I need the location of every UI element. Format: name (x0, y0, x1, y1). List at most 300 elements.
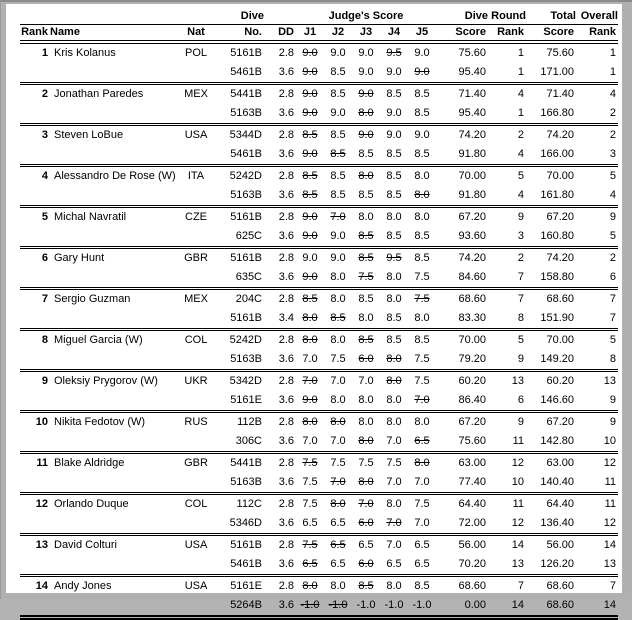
judge-score-cell: 9.0 (296, 207, 324, 228)
judge-score-cell: 8.5 (302, 189, 318, 201)
judge-score-cell: 7.0 (414, 476, 430, 488)
judge-score-cell: 6.5 (408, 535, 436, 556)
col-rank: Rank (20, 25, 50, 43)
judge-score-cell: 9.0 (414, 66, 430, 78)
dive-score-cell: 79.20 (458, 353, 486, 365)
judge-score-cell: 9.0 (358, 66, 374, 78)
judge-score-cell: 9.0 (330, 230, 346, 242)
judge-score-cell: 6.5 (414, 435, 430, 447)
judge-score-cell: 8.5 (296, 166, 324, 187)
judge-score-cell: 8.5 (324, 166, 352, 187)
nat-cell (178, 391, 214, 412)
judge-score-cell: 9.0 (330, 47, 346, 59)
competitor-block (20, 412, 618, 453)
dive-no-cell: 5344D (214, 125, 264, 146)
name-cell: Oleksiy Prygorov (W) (50, 371, 178, 392)
rank-cell (20, 186, 50, 207)
competitor-block (20, 535, 618, 576)
judge-score-cell: 9.5 (386, 47, 402, 59)
rank-cell: 10 (20, 412, 50, 433)
overall-rank-cell: 5 (576, 166, 618, 187)
rank-cell (20, 227, 50, 248)
competitor-block (20, 125, 618, 166)
dive-score-cell: 70.20 (458, 558, 486, 570)
judge-score-cell: 8.5 (324, 125, 352, 146)
judge-score-cell: 7.0 (386, 435, 402, 447)
round-rank-cell: 14 (511, 599, 524, 611)
judge-score-cell: 8.5 (380, 166, 408, 187)
overall-rank-cell: 9 (576, 412, 618, 433)
round-rank-cell: 5 (488, 166, 526, 187)
judge-score-cell: 8.5 (352, 289, 380, 310)
dd-cell: 3.6 (278, 107, 294, 119)
overall-rank-cell: 14 (576, 535, 618, 556)
dive-no-cell: 5161B (214, 207, 264, 228)
nat-cell: RUS (178, 412, 214, 433)
rank-cell: 2 (20, 84, 50, 105)
dive-no-cell: 112B (214, 412, 264, 433)
overall-rank-cell: 9 (609, 394, 616, 406)
nat-cell: COL (178, 494, 214, 515)
judge-score-cell: 9.0 (302, 47, 318, 59)
overall-rank-cell: 12 (603, 517, 616, 529)
round-rank-cell: 10 (511, 476, 524, 488)
total-score-cell: 171.00 (540, 66, 574, 78)
dive-no-cell: 5161E (214, 576, 264, 597)
dive-score-cell: 70.00 (436, 330, 488, 351)
total-score-cell: 158.80 (540, 271, 574, 283)
header-round-rank-group: Round (491, 10, 526, 22)
judge-score-cell: 8.0 (330, 394, 346, 406)
dive-score-cell: 95.40 (458, 107, 486, 119)
dd-cell: 3.6 (278, 476, 294, 488)
dd-cell: 2.8 (264, 494, 296, 515)
dd-cell: 3.6 (278, 230, 294, 242)
round-rank-cell: 12 (488, 453, 526, 474)
nat-cell (178, 309, 214, 330)
col-overall-rank: Rank (576, 25, 618, 43)
name-cell: Gary Hunt (50, 248, 178, 269)
judge-score-cell: 7.0 (352, 494, 380, 515)
judge-score-cell: -1.0 (300, 599, 320, 611)
rank-cell (20, 555, 50, 576)
col-nat: Nat (178, 25, 214, 43)
competitor-block (20, 248, 618, 289)
dive-no-cell: 5242D (214, 166, 264, 187)
dive-no-cell: 5163B (230, 107, 262, 119)
total-score-cell: 68.60 (546, 599, 574, 611)
col-j5: J5 (408, 25, 436, 43)
judge-score-cell: 9.0 (302, 271, 318, 283)
dive-row (20, 63, 618, 84)
round-rank-cell: 7 (517, 271, 524, 283)
dive-row (20, 535, 618, 556)
judge-score-cell: 8.5 (380, 84, 408, 105)
dd-cell: 2.8 (264, 166, 296, 187)
nat-cell (178, 227, 214, 248)
judge-score-cell: 8.5 (324, 84, 352, 105)
dive-score-cell: 74.20 (436, 125, 488, 146)
rank-cell: 9 (20, 371, 50, 392)
judge-score-cell: 7.0 (352, 371, 380, 392)
judge-score-cell: 9.0 (414, 47, 430, 59)
dive-row (20, 350, 618, 371)
judge-score-cell: 9.0 (324, 248, 352, 269)
name-cell (50, 186, 178, 207)
name-cell (50, 432, 178, 453)
dive-no-cell: 5161B (214, 248, 264, 269)
dd-cell: 3.6 (278, 353, 294, 365)
dive-row (20, 391, 618, 412)
judge-score-cell: 8.0 (324, 412, 352, 433)
total-score-cell: 60.20 (526, 371, 576, 392)
judge-score-cell: 8.0 (358, 312, 374, 324)
judge-score-cell: 7.0 (330, 476, 346, 488)
dive-row (20, 412, 618, 433)
round-rank-cell: 13 (488, 371, 526, 392)
judge-score-cell: 8.5 (352, 330, 380, 351)
nat-cell (178, 596, 214, 618)
rank-cell (20, 514, 50, 535)
nat-cell: UKR (178, 371, 214, 392)
judge-score-cell: 8.5 (330, 189, 346, 201)
round-rank-cell: 8 (517, 312, 524, 324)
nat-cell (178, 555, 214, 576)
dive-no-cell: 5461B (230, 148, 262, 160)
dive-no-cell: 5161E (230, 394, 262, 406)
name-cell (50, 227, 178, 248)
nat-cell (178, 473, 214, 494)
dd-cell: 3.6 (278, 394, 294, 406)
overall-rank-cell: 9 (576, 207, 618, 228)
nat-cell: GBR (178, 248, 214, 269)
dive-score-cell: 83.30 (458, 312, 486, 324)
results-table (20, 9, 618, 620)
col-total-score: Score (526, 25, 576, 43)
dive-row (20, 514, 618, 535)
dive-score-cell: 64.40 (436, 494, 488, 515)
dive-score-cell: 0.00 (464, 599, 486, 611)
dive-row (20, 596, 618, 618)
judge-score-cell: 7.0 (296, 371, 324, 392)
dd-cell: 2.8 (264, 330, 296, 351)
judge-score-cell: 8.5 (408, 576, 436, 597)
header-dive-no-group: Dive (240, 10, 264, 22)
dive-no-cell: 5461B (230, 558, 262, 570)
dd-cell: 2.8 (264, 535, 296, 556)
name-cell: Alessandro De Rose (W) (50, 166, 178, 187)
total-score-cell: 63.00 (526, 453, 576, 474)
nat-cell (178, 514, 214, 535)
judge-score-cell: 8.5 (352, 576, 380, 597)
judge-score-cell: 7.0 (324, 371, 352, 392)
judge-score-cell: 9.0 (302, 394, 318, 406)
results-page (6, 4, 622, 611)
competitor-block (20, 207, 618, 248)
header-total-score-group: Total (550, 10, 576, 22)
total-score-cell: 67.20 (526, 412, 576, 433)
judge-score-cell: 9.0 (296, 248, 324, 269)
rank-cell: 3 (20, 125, 50, 146)
total-score-cell: 142.80 (540, 435, 574, 447)
competitor-block (20, 576, 618, 618)
name-cell (50, 350, 178, 371)
judge-score-cell: 6.5 (330, 517, 346, 529)
rank-cell (20, 596, 50, 618)
name-cell (50, 145, 178, 166)
judge-score-cell: 9.0 (302, 107, 318, 119)
dd-cell: 3.6 (278, 271, 294, 283)
dive-row (20, 104, 618, 125)
dd-cell: 3.6 (278, 435, 294, 447)
total-score-cell: 70.00 (526, 330, 576, 351)
total-score-cell: 68.60 (526, 576, 576, 597)
name-cell (50, 268, 178, 289)
name-cell: Kris Kolanus (54, 47, 116, 59)
dive-row (20, 371, 618, 392)
nat-cell (178, 432, 214, 453)
round-rank-cell: 13 (511, 558, 524, 570)
dive-score-cell: 77.40 (458, 476, 486, 488)
judge-score-cell: 8.0 (380, 207, 408, 228)
judge-score-cell: 6.5 (330, 558, 346, 570)
overall-rank-cell: 4 (609, 189, 616, 201)
dive-score-cell: 86.40 (458, 394, 486, 406)
judge-score-cell: 6.0 (358, 517, 374, 529)
judge-score-cell: 9.0 (352, 84, 380, 105)
judge-score-cell: 7.5 (302, 476, 318, 488)
dive-row (20, 248, 618, 269)
total-score-cell: 161.80 (540, 189, 574, 201)
nat-cell (178, 63, 214, 84)
judge-score-cell: 7.5 (408, 494, 436, 515)
dive-score-cell: 63.00 (436, 453, 488, 474)
dd-cell: 2.8 (264, 453, 296, 474)
dive-no-cell: 5461B (230, 66, 262, 78)
round-rank-cell: 2 (488, 248, 526, 269)
judge-score-cell: 8.5 (296, 125, 324, 146)
round-rank-cell: 7 (488, 576, 526, 597)
judge-score-cell: 6.0 (358, 558, 374, 570)
dive-no-cell: 112C (214, 494, 264, 515)
overall-rank-cell: 4 (576, 84, 618, 105)
col-dive-score: Score (436, 25, 488, 43)
judge-score-cell: 6.5 (386, 558, 402, 570)
round-rank-cell: 11 (488, 494, 526, 515)
dive-row (20, 494, 618, 515)
total-score-cell: 166.00 (540, 148, 574, 160)
name-cell (50, 309, 178, 330)
judge-score-cell: -1.0 (384, 599, 404, 611)
round-rank-cell: 9 (517, 353, 524, 365)
dive-row (20, 289, 618, 310)
judge-score-cell: 9.0 (408, 125, 436, 146)
judge-score-cell: 7.5 (408, 289, 436, 310)
rank-cell: 8 (20, 330, 50, 351)
header-dive-score-group: Dive (464, 10, 488, 22)
judge-score-cell: 8.0 (352, 166, 380, 187)
dive-row (20, 330, 618, 351)
judge-score-cell: 8.0 (386, 353, 402, 365)
total-score-cell: 64.40 (526, 494, 576, 515)
overall-rank-cell: 5 (609, 230, 616, 242)
judge-score-cell: 6.5 (324, 535, 352, 556)
table-header (20, 9, 618, 42)
rank-cell (20, 473, 50, 494)
dive-row (20, 125, 618, 146)
col-round-rank: Rank (488, 25, 526, 43)
judge-score-cell: 8.0 (324, 330, 352, 351)
judge-score-cell: 8.0 (358, 435, 374, 447)
judge-score-cell: 6.5 (352, 535, 380, 556)
competitor-block (20, 42, 618, 84)
dive-score-cell: 72.00 (458, 517, 486, 529)
nat-cell: POL (184, 47, 207, 59)
judge-score-cell: 8.0 (408, 166, 436, 187)
dd-cell: 2.8 (264, 207, 296, 228)
round-rank-cell: 1 (517, 47, 524, 59)
dive-row (20, 42, 618, 63)
total-score-cell: 74.20 (526, 125, 576, 146)
overall-rank-cell: 2 (576, 248, 618, 269)
judge-score-cell: 8.5 (414, 148, 430, 160)
dive-score-cell: 74.20 (436, 248, 488, 269)
name-cell: Nikita Fedotov (W) (50, 412, 178, 433)
name-cell: Andy Jones (50, 576, 178, 597)
col-dive-no: No. (214, 25, 264, 43)
judge-score-cell: 8.0 (386, 271, 402, 283)
header-spacer (178, 9, 214, 25)
header-column-row (20, 25, 618, 43)
overall-rank-cell: 12 (576, 453, 618, 474)
judge-score-cell: 7.0 (302, 353, 318, 365)
judge-score-cell: 7.5 (324, 453, 352, 474)
dd-cell: 2.8 (264, 289, 296, 310)
dive-score-cell: 71.40 (436, 84, 488, 105)
dive-no-cell: 5342D (214, 371, 264, 392)
judge-score-cell: 9.0 (302, 230, 318, 242)
name-cell: Jonathan Paredes (50, 84, 178, 105)
dive-score-cell: 95.40 (458, 66, 486, 78)
col-name: Name (50, 25, 178, 43)
dive-score-cell: 75.60 (458, 435, 486, 447)
nat-cell: MEX (178, 289, 214, 310)
judge-score-cell: 8.0 (358, 476, 374, 488)
dd-cell: 3.6 (278, 66, 294, 78)
competitor-block (20, 453, 618, 494)
overall-rank-cell: 2 (609, 107, 616, 119)
round-rank-cell: 3 (517, 230, 524, 242)
dive-row (20, 453, 618, 474)
judge-score-cell: 8.5 (358, 230, 374, 242)
judge-score-cell: 8.5 (358, 148, 374, 160)
judge-score-cell: -1.0 (328, 599, 348, 611)
dd-cell: 3.6 (278, 599, 294, 611)
judge-score-cell: -1.0 (356, 599, 376, 611)
total-score-cell: 149.20 (540, 353, 574, 365)
judge-score-cell: 8.0 (302, 312, 318, 324)
nat-cell (178, 145, 214, 166)
name-cell: Orlando Duque (50, 494, 178, 515)
judge-score-cell: 8.0 (352, 207, 380, 228)
round-rank-cell: 4 (517, 189, 524, 201)
overall-rank-cell: 10 (603, 435, 616, 447)
overall-rank-cell: 1 (609, 66, 616, 78)
dd-cell: 3.4 (278, 312, 294, 324)
judge-score-cell: 8.5 (408, 84, 436, 105)
dive-no-cell: 5441B (214, 84, 264, 105)
total-score-cell: 56.00 (526, 535, 576, 556)
overall-rank-cell: 11 (604, 476, 616, 488)
total-score-cell: 140.40 (540, 476, 574, 488)
total-score-cell: 160.80 (540, 230, 574, 242)
dive-row (20, 84, 618, 105)
judge-score-cell: 8.5 (380, 330, 408, 351)
judge-score-cell: 8.0 (296, 330, 324, 351)
rank-cell (20, 350, 50, 371)
judge-score-cell: 8.5 (330, 66, 346, 78)
judge-score-cell: 8.0 (380, 289, 408, 310)
judge-score-cell: 8.0 (408, 207, 436, 228)
nat-cell: MEX (178, 84, 214, 105)
dd-cell: 2.8 (264, 84, 296, 105)
judge-score-cell: -1.0 (412, 599, 432, 611)
dive-row (20, 145, 618, 166)
judge-score-cell: 7.0 (414, 394, 430, 406)
total-score-cell: 68.60 (526, 289, 576, 310)
judge-score-cell: 8.0 (380, 576, 408, 597)
dive-no-cell: 5161B (230, 47, 262, 59)
judge-score-cell: 8.0 (408, 453, 436, 474)
overall-rank-cell: 13 (603, 558, 616, 570)
judge-score-cell: 9.5 (380, 248, 408, 269)
header-overall-rank-group: Overall (580, 10, 618, 22)
judge-score-cell: 8.0 (352, 412, 380, 433)
judge-score-cell: 7.5 (296, 453, 324, 474)
dive-no-cell: 625C (235, 230, 262, 242)
dive-no-cell: 5163B (230, 353, 262, 365)
round-rank-cell: 5 (488, 330, 526, 351)
dive-no-cell: 306C (235, 435, 262, 447)
total-score-cell: 75.60 (546, 47, 574, 59)
nat-cell (178, 268, 214, 289)
rank-cell (20, 391, 50, 412)
judge-score-cell: 7.5 (358, 271, 374, 283)
overall-rank-cell: 13 (576, 371, 618, 392)
header-judges-score-group: Judge's Score (328, 10, 404, 22)
header-spacer (50, 9, 178, 25)
dive-row (20, 555, 618, 576)
name-cell: Steven LoBue (50, 125, 178, 146)
judge-score-cell: 8.5 (386, 312, 402, 324)
round-rank-cell: 11 (512, 435, 524, 447)
dive-score-cell: 75.60 (458, 47, 486, 59)
dd-cell: 3.6 (278, 189, 294, 201)
judge-score-cell: 9.0 (302, 148, 318, 160)
col-j1: J1 (296, 25, 324, 43)
dive-row (20, 432, 618, 453)
round-rank-cell: 6 (517, 394, 524, 406)
overall-rank-cell: 7 (576, 576, 618, 597)
total-score-cell: 67.20 (526, 207, 576, 228)
dd-cell: 3.6 (278, 558, 294, 570)
judge-score-cell: 9.0 (386, 107, 402, 119)
nat-cell (178, 104, 214, 125)
judge-score-cell: 8.5 (414, 107, 430, 119)
judge-score-cell: 9.0 (352, 125, 380, 146)
overall-rank-cell: 14 (603, 599, 616, 611)
dive-row (20, 186, 618, 207)
